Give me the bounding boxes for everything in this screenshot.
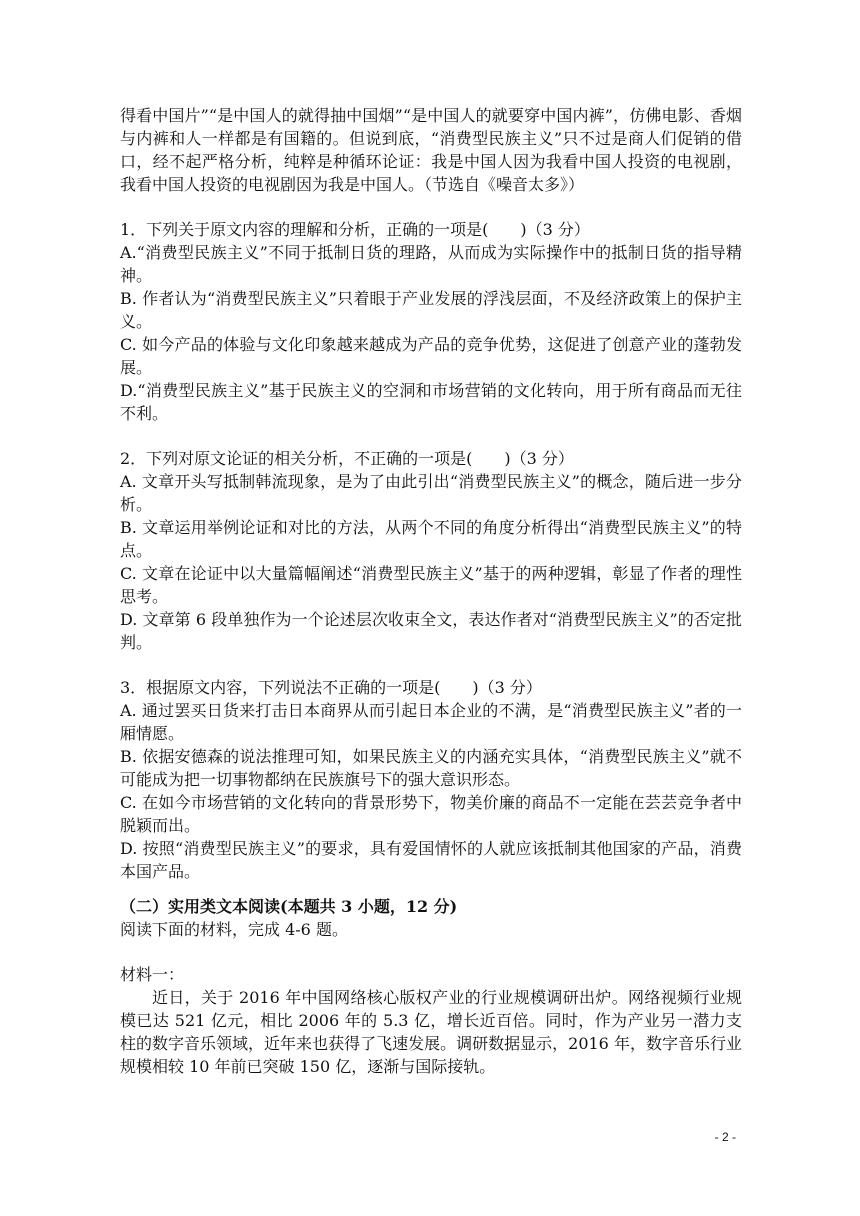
option-a: A. 文章开头写抵制韩流现象，是为了由此引出“消费型民族主义”的概念，随后进一步分析。 <box>120 472 742 514</box>
option-b: B. 文章运用举例论证和对比的方法，从两个不同的角度分析得出“消费型民族主义”的特点。 <box>120 518 742 560</box>
page-content <box>120 104 742 1078</box>
question-stem: 2．下列对原文论证的相关分析，不正确的一项是( )（3 分） <box>120 449 574 468</box>
question-stem: 3．根据原文内容，下列说法不正确的一项是( )（3 分） <box>120 678 542 697</box>
intro-paragraph: 得看中国片”“是中国人的就得抽中国烟”“是中国人的就要穿中国内裤”，仿佛电影、香烟与内裤和人一样都是有国籍的。但说到底，“消费型民族主义”只不过是商人们促销的借口，经不起严格分析，纯粹是种循环论证：我是中国人因为我看中国人投资的电视剧，我看中国人投资的电视剧因为我是中国人。（节选自《噪音太多》） <box>120 106 742 194</box>
option-d: D. 按照“消费型民族主义”的要求，具有爱国情怀的人就应该抵制其他国家的产品，消费本国产品。 <box>120 839 742 881</box>
option-a: A.“消费型民族主义”不同于抵制日货的理路，从而成为实际操作中的抵制日货的指导精神。 <box>120 243 742 285</box>
option-c: C. 在如今市场营销的文化转向的背景形势下，物美价廉的商品不一定能在芸芸竞争者中脱颖而出。 <box>120 793 742 835</box>
question-1 <box>120 218 742 425</box>
section-instruction: 阅读下面的材料，完成 4-6 题。 <box>120 920 348 939</box>
option-d: D. 文章第 6 段单独作为一个论述层次收束全文，表达作者对“消费型民族主义”的否定批判。 <box>120 610 742 652</box>
question-3 <box>120 676 742 883</box>
question-2 <box>120 447 742 654</box>
option-b: B. 作者认为“消费型民族主义”只着眼于产业发展的浮浅层面，不及经济政策上的保护主义。 <box>120 289 742 331</box>
option-c: C. 如今产品的体验与文化印象越来越成为产品的竞争优势，这促进了创意产业的蓬勃发展。 <box>120 335 742 377</box>
option-c: C. 文章在论证中以大量篇幅阐述“消费型民族主义”基于的两种逻辑，彰显了作者的理性思考。 <box>120 564 742 606</box>
question-stem: 1．下列关于原文内容的理解和分析，正确的一项是( )（3 分） <box>120 220 590 239</box>
material-label: 材料一： <box>120 965 185 984</box>
option-b: B. 依据安德森的说法推理可知，如果民族主义的内涵充实具体，“消费型民族主义”就不可能成为把一切事物都纳在民族旗号下的强大意识形态。 <box>120 747 742 789</box>
section-practical-reading <box>120 895 742 1078</box>
option-a: A. 通过罢买日货来打击日本商界从而引起日本企业的不满，是“消费型民族主义”者的一厢情愿。 <box>120 701 742 743</box>
material-paragraph: 近日，关于 2016 年中国网络核心版权产业的行业规模调研出炉。网络视频行业规模已达 521 亿元，相比 2006 年的 5.3 亿，增长近百倍。同时，作为产业另一潜力支柱的数字音乐领域，近年来也获得了飞速发展。调研数据显示，2016 年，数字音乐行业规模相较 10 年前已突破 150 亿，逐渐与国际接轨。 <box>120 988 742 1076</box>
option-d: D.“消费型民族主义”基于民族主义的空洞和市场营销的文化转向，用于所有商品而无往不利。 <box>120 381 742 423</box>
page-number: - 2 - <box>714 1130 736 1144</box>
section-heading: （二）实用类文本阅读(本题共 3 小题，12 分) <box>120 897 458 916</box>
